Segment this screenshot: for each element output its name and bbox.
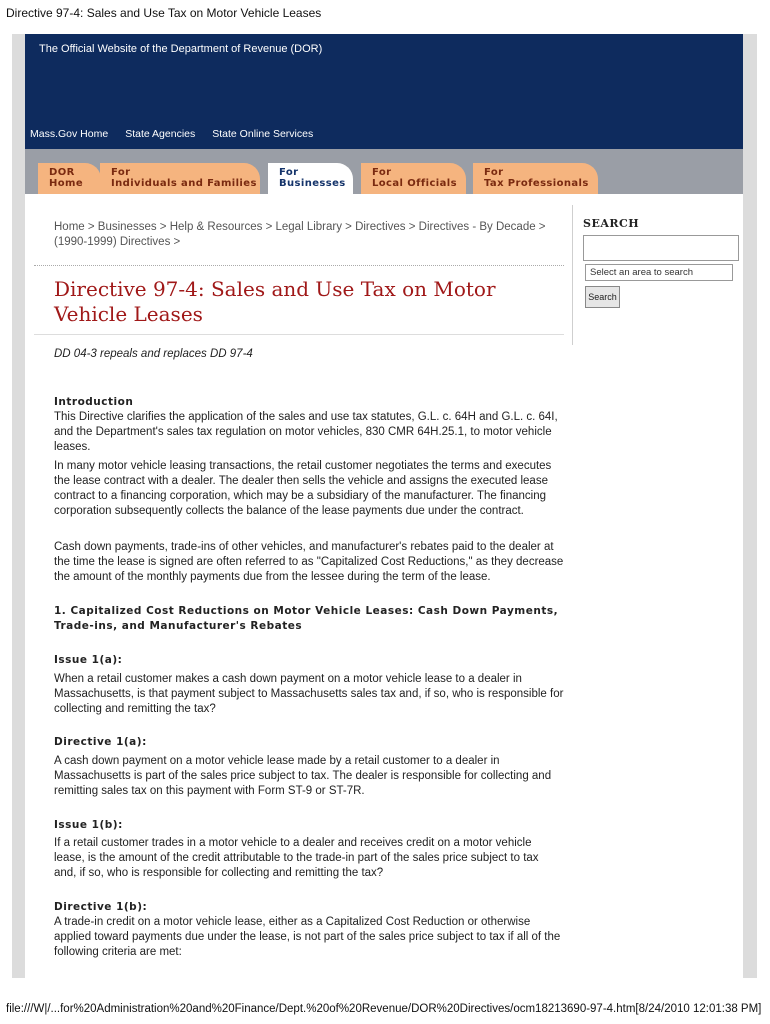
print-header: Directive 97-4: Sales and Use Tax on Motor Vehicle Leases: [6, 6, 322, 20]
directive-1b-heading: Directive 1(b):: [54, 901, 148, 913]
issue-1b-text: If a retail customer trades in a motor vehicle to a dealer and receives credit on a motor vehicle lease, is the amount of the credit attributable to the trade-in part of the sales price subject to tax and, if so, who is responsible for collecting and remitting the tax?: [54, 837, 539, 879]
print-footer: file:///W|/...for%20Administration%20and%20Finance/Dept.%20of%20Revenue/DOR%20Directives/ocm18213690-97-4.htm[8/24/2010 12:01:38 PM]: [6, 1003, 762, 1015]
search-input[interactable]: [583, 235, 739, 261]
breadcrumb[interactable]: Home > Businesses > Help & Resources > Legal Library > Directives > Directives - By Decade > (1990-1999) Directives >: [54, 221, 546, 248]
nav-mass-gov-home[interactable]: Mass.Gov Home: [30, 128, 109, 140]
breadcrumb-divider: [34, 265, 564, 266]
directive-1a-heading: Directive 1(a):: [54, 736, 147, 748]
tab-local-officials-line1: For: [372, 167, 392, 178]
tab-tax-professionals-line2: Tax Professionals: [484, 178, 589, 189]
tab-local-officials[interactable]: [361, 163, 466, 194]
title-divider: [34, 334, 564, 335]
tab-businesses-line2: Businesses: [279, 178, 346, 189]
tab-bar: [25, 149, 743, 194]
issue-1a-heading: Issue 1(a):: [54, 654, 123, 666]
issue-1a-text: When a retail customer makes a cash down payment on a motor vehicle lease to a dealer in Massachusetts, is that payment subject to Massachusetts sales tax and, if so, who is responsible for collecting and remitting the tax?: [54, 673, 564, 715]
tab-local-officials-line2: Local Officials: [372, 178, 457, 189]
tab-dor-home[interactable]: [38, 163, 101, 194]
tab-businesses[interactable]: [268, 163, 353, 194]
intro-paragraph-1: This Directive clarifies the application of the sales and use tax statutes, G.L. c. 64H and G.L. c. 64I, and the Department's sales tax regulation on motor vehicles, 830 CMR 64H.25.1, to motor vehicle leases.: [54, 411, 558, 453]
directive-1b-text: A trade-in credit on a motor vehicle lease, either as a Capitalized Cost Reduction or otherwise applied toward payments due under the lease, is not part of the sales price subject to tax if all of the following criteria are met:: [54, 916, 561, 958]
tab-individuals-line2: Individuals and Families: [111, 178, 257, 189]
sidebar-divider: [572, 205, 573, 345]
nav-state-online-services[interactable]: State Online Services: [212, 128, 314, 140]
directive-1a-text: A cash down payment on a motor vehicle lease made by a retail customer to a dealer in Massachusetts is part of the sales price subject to tax. The dealer is responsible for collecting and remitting sales tax on this payment with Form ST-9 or ST-7R.: [54, 755, 552, 797]
tab-businesses-line1: For: [279, 167, 299, 178]
site-banner: [25, 34, 743, 149]
issue-1b-heading: Issue 1(b):: [54, 819, 123, 831]
intro-heading: Introduction: [54, 396, 134, 408]
nav-state-agencies[interactable]: State Agencies: [125, 128, 196, 140]
intro-paragraph-2: In many motor vehicle leasing transactions, the retail customer negotiates the terms and executes the lease contract with a dealer. The dealer then sells the vehicle and assigns the executed lease contract to a financing corporation, which may be a subsidiary of the manufacturer. The financing corporation subsequently collects the balance of the lease payments due under the contract.: [54, 460, 552, 517]
search-area-select[interactable]: Select an area to search: [585, 264, 733, 281]
top-nav: [30, 128, 313, 140]
tab-individuals-families[interactable]: [100, 163, 260, 194]
search-button[interactable]: Search: [585, 286, 620, 308]
search-heading: SEARCH: [583, 217, 640, 230]
section-1-heading: 1. Capitalized Cost Reductions on Motor Vehicle Leases: Cash Down Payments, Trade-ins, and Manufacturer's Rebates: [54, 605, 559, 632]
tab-tax-professionals-line1: For: [484, 167, 504, 178]
tab-individuals-line1: For: [111, 167, 131, 178]
tab-tax-professionals[interactable]: [473, 163, 598, 194]
repeal-note: DD 04-3 repeals and replaces DD 97-4: [54, 348, 253, 360]
tab-dor-home-line1: DOR: [49, 167, 75, 178]
tab-dor-home-line2: Home: [49, 178, 84, 189]
intro-paragraph-3: Cash down payments, trade-ins of other vehicles, and manufacturer's rebates paid to the dealer at the time the lease is signed are often referred to as "Capitalized Cost Reductions," as they decrease the amount of the monthly payments due from the lessee during the term of the lease.: [54, 541, 564, 583]
page-title: Directive 97-4: Sales and Use Tax on Motor Vehicle Leases: [54, 277, 496, 326]
site-tagline: The Official Website of the Department of Revenue (DOR): [39, 43, 323, 55]
